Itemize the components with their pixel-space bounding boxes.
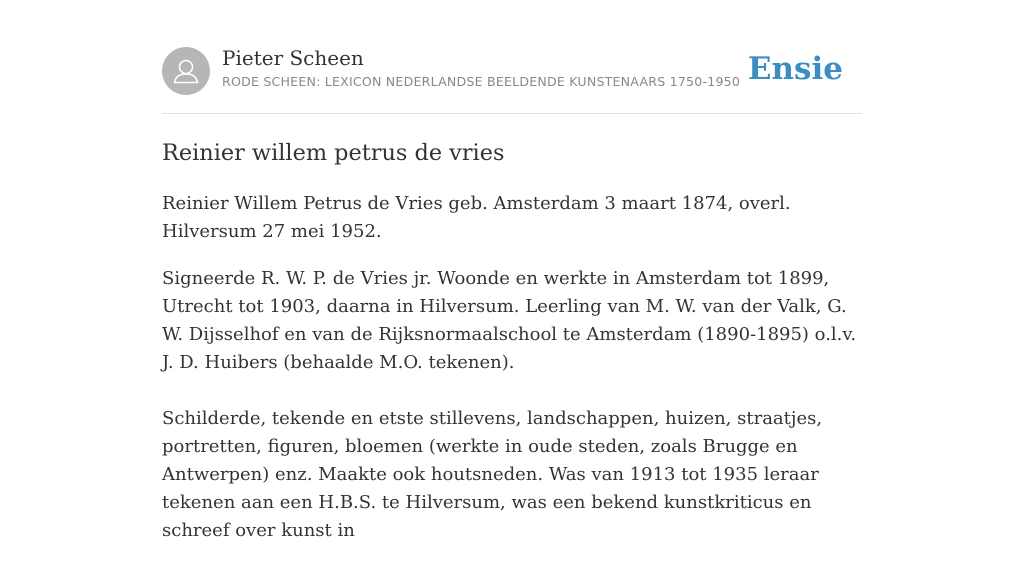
article-body [162,190,862,564]
article-title: Reinier willem petrus de vries [162,140,505,166]
article-paragraph: Schilderde, tekende en etste stillevens, landschappen, huizen, straatjes, portretten, figuren, bloemen (werkte in oude steden, zoals Brugge en Antwerpen) enz. Maakte ook houtsneden. Was van 1913 tot 1935 leraar tekenen aan een H.B.S. te Hilversum, was een bekend kunstkriticus en schreef over kunst in [162,408,823,541]
page [162,0,862,541]
user-icon [162,47,210,95]
article-paragraph: Signeerde R. W. P. de Vries jr. Woonde en werkte in Amsterdam tot 1899, Utrecht tot 1903, daarna in Hilversum. Leerling van M. W. van der Valk, G. W. Dijsselhof en van de Rijksnormaalschool te Amsterdam (1890-1895) o.l.v. J. D. Huibers (behaalde M.O. tekenen). [162,268,857,373]
article-header [162,0,862,114]
article-paragraph: Reinier Willem Petrus de Vries geb. Amsterdam 3 maart 1874, overl. Hilversum 27 mei 1952. [162,193,791,242]
author-avatar[interactable] [162,47,210,95]
author-name[interactable]: Pieter Scheen [222,46,364,70]
ensie-logo[interactable]: Ensie [747,51,843,87]
source-label[interactable]: RODE SCHEEN: LEXICON NEDERLANDSE BEELDENDE KUNSTENAARS 1750-1950 [222,74,741,89]
